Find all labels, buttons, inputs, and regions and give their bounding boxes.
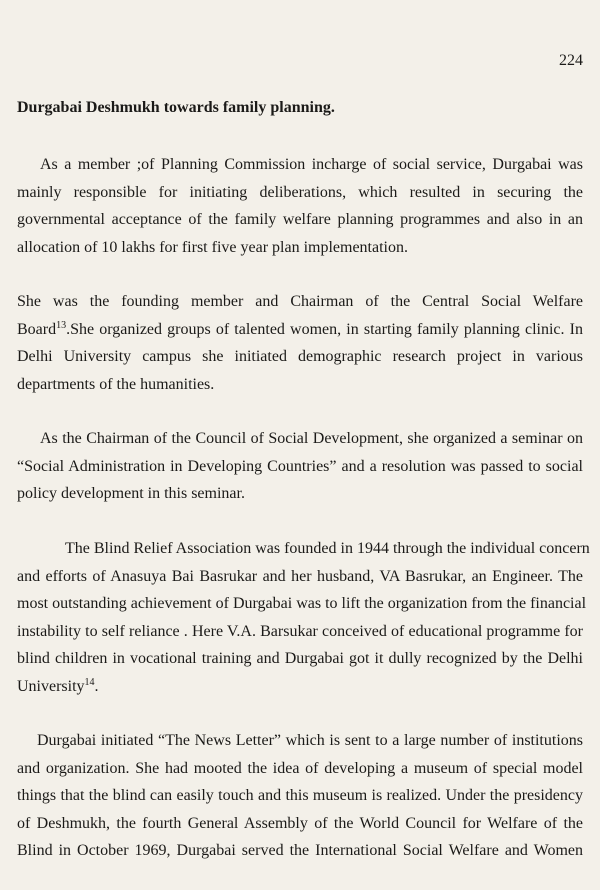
text-line: and organization. She had mooted the idea of developing a museum of special model (17, 759, 583, 777)
footnote-marker: 14 (84, 676, 95, 688)
footnote-marker: 13 (56, 319, 67, 331)
text-line: blind children in vocational training and Durgabai got it dully recognized by the Delhi (17, 650, 583, 667)
text-line: and efforts of Anasuya Bai Basrukar and her husband, VA Basrukar, an Engineer. The (17, 567, 583, 585)
text-fragment: University (17, 677, 85, 695)
paragraph (17, 425, 583, 508)
text-line: “Social Administration in Developing Countries” and a resolution was passed to social (17, 457, 583, 475)
text-line: allocation of 10 lakhs for first five year plan implementation. (17, 238, 408, 256)
text-line: departments of the humanities. (17, 375, 215, 393)
text-line: instability to self reliance . Here V.A. Barsukar conceived of educational programme for (17, 622, 583, 640)
text-line: The Blind Relief Association was founded in 1944 through the individual concern (65, 540, 590, 557)
section-heading: Durgabai Deshmukh towards family planning. (17, 99, 335, 116)
paragraph (17, 535, 590, 700)
text-line: things that the blind can easily touch and this museum is realized. Under the presidency (17, 787, 583, 804)
text-line: As a member ;of Planning Commission incharge of social service, Durgabai was (40, 156, 583, 173)
text-line: She was the founding member and Chairman of the Central Social Welfare (17, 293, 583, 310)
text-line: of Deshmukh, the fourth General Assembly of the World Council for Welfare of the (17, 814, 583, 832)
text-line (17, 673, 583, 701)
paragraph (17, 151, 583, 261)
text-line: policy development in this seminar. (17, 485, 245, 502)
page-number: 224 (559, 52, 583, 69)
text-line: most outstanding achievement of Durgabai was to lift the organization from the financial (17, 595, 587, 612)
text-fragment: Board (17, 320, 57, 338)
paragraph (17, 727, 583, 865)
text-line: As the Chairman of the Council of Social Development, she organized a seminar on (40, 430, 583, 447)
text-line: Durgabai initiated “The News Letter” which is sent to a large number of institutions (37, 732, 583, 749)
text-line (17, 316, 583, 344)
text-line: Delhi University campus she initiated demographic research project in various (17, 348, 583, 365)
text-fragment: . (94, 677, 99, 695)
text-line: Blind in October 1969, Durgabai served the International Social Welfare and Women (17, 842, 583, 859)
text-line: mainly responsible for initiating deliberations, which resulted in securing the (17, 183, 583, 201)
text-line: governmental acceptance of the family welfare planning programmes and also in an (17, 211, 583, 228)
text-fragment: .She organized groups of talented women, in starting family planning clinic. In (66, 320, 583, 338)
paragraph (17, 288, 583, 398)
